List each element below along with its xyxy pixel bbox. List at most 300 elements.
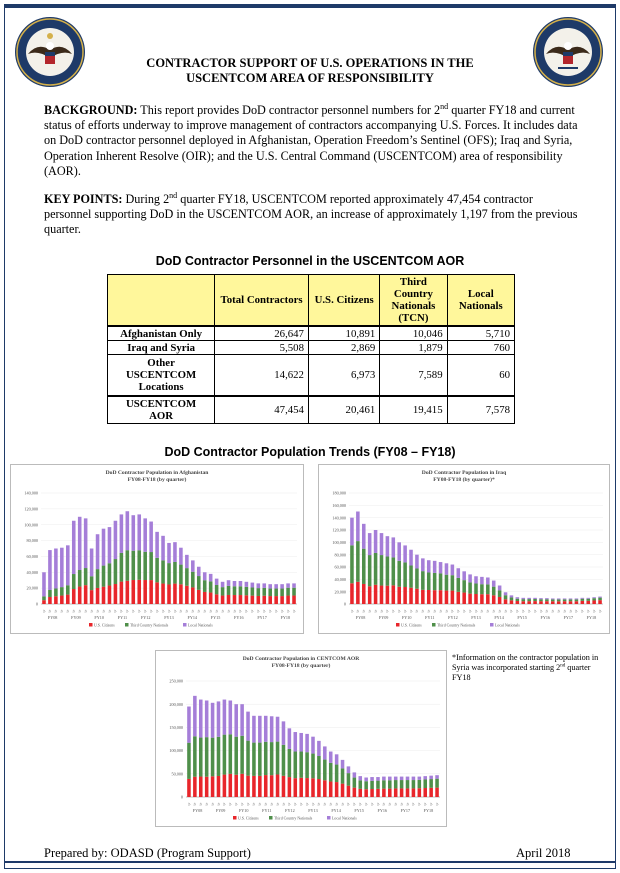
fy-label: FY18 <box>586 615 597 620</box>
fy-label: FY09 <box>215 808 226 813</box>
fy-label: FY16 <box>234 615 244 620</box>
bar-local-nationals <box>451 565 455 576</box>
bar-third-country-nationals <box>274 589 278 597</box>
bar-us-citizens <box>350 583 354 604</box>
legend-label: U.S. Citizens <box>401 623 422 628</box>
bar-third-country-nationals <box>137 550 141 580</box>
x-tick-label: Qtr <box>187 802 191 806</box>
bar-us-citizens <box>409 588 413 604</box>
bar-us-citizens <box>498 597 502 604</box>
cell-tcn: 19,415 <box>380 396 447 424</box>
y-tick-label: 250,000 <box>169 678 183 684</box>
bar-local-nationals <box>421 558 425 571</box>
bar-third-country-nationals <box>185 568 189 586</box>
legend-swatch <box>327 816 331 820</box>
bar-third-country-nationals <box>433 573 437 590</box>
y-tick-label: 100,000 <box>169 748 183 754</box>
x-tick-label: Qtr <box>155 609 159 613</box>
bar-local-nationals <box>245 582 249 587</box>
bar-third-country-nationals <box>234 737 238 775</box>
background-label: BACKGROUND: <box>44 103 138 117</box>
bar-local-nationals <box>435 775 439 778</box>
bar-local-nationals <box>268 584 272 588</box>
bar-us-citizens <box>223 775 227 797</box>
bar-third-country-nationals <box>586 599 590 601</box>
y-tick-label: 100,000 <box>24 522 38 528</box>
bar-us-citizens <box>412 788 416 797</box>
bar-third-country-nationals <box>394 780 398 788</box>
bar-third-country-nationals <box>114 559 118 584</box>
x-tick-label: Qtr <box>539 609 543 613</box>
bar-us-citizens <box>197 590 201 604</box>
background-text-a: This report provides DoD contractor personnel numbers for 2 <box>137 103 441 117</box>
x-tick-label: Qtr <box>149 609 153 613</box>
bar-us-citizens <box>274 596 278 604</box>
bar-third-country-nationals <box>126 550 130 581</box>
fy-label: FY15 <box>210 615 221 620</box>
bar-third-country-nationals <box>149 552 153 580</box>
bar-third-country-nationals <box>551 599 555 601</box>
bar-local-nationals <box>504 592 508 595</box>
bar-us-citizens <box>356 582 360 604</box>
x-tick-label: Qtr <box>215 609 219 613</box>
bar-local-nationals <box>292 583 296 587</box>
bar-us-citizens <box>382 789 386 797</box>
bar-local-nationals <box>179 548 183 565</box>
x-tick-label: Qtr <box>311 802 315 806</box>
x-tick-label: Qtr <box>246 802 250 806</box>
bar-third-country-nationals <box>409 565 413 587</box>
bar-local-nationals <box>203 572 207 580</box>
bar-us-citizens <box>392 585 396 604</box>
x-tick-label: Qtr <box>269 609 273 613</box>
bar-us-citizens <box>227 595 231 604</box>
bar-us-citizens <box>193 777 197 797</box>
bar-third-country-nationals <box>521 599 525 601</box>
bar-us-citizens <box>569 601 573 604</box>
x-tick-label: Qtr <box>359 802 363 806</box>
iraq-chart-svg <box>319 465 609 633</box>
bar-us-citizens <box>96 588 100 604</box>
trends-title: DoD Contractor Population Trends (FY08 – FY18) <box>164 445 456 459</box>
afghanistan-chart <box>10 464 304 634</box>
row-label: Afghanistan Only <box>108 326 215 341</box>
bar-local-nationals <box>358 776 362 780</box>
bar-us-citizens <box>433 590 437 604</box>
bar-us-citizens <box>251 596 255 604</box>
x-tick-label: Qtr <box>217 802 221 806</box>
bar-us-citizens <box>581 601 585 604</box>
y-tick-label: 120,000 <box>24 506 38 512</box>
y-tick-label: 200,000 <box>169 701 183 707</box>
x-tick-label: Qtr <box>251 609 255 613</box>
x-tick-label: Qtr <box>108 609 112 613</box>
bar-third-country-nationals <box>504 595 508 599</box>
bar-local-nationals <box>173 542 177 562</box>
bar-us-citizens <box>510 600 514 604</box>
bar-third-country-nationals <box>335 765 339 783</box>
bar-local-nationals <box>60 548 64 587</box>
bar-local-nationals <box>120 514 124 553</box>
bar-local-nationals <box>185 555 189 568</box>
bar-local-nationals <box>251 583 255 588</box>
bar-us-citizens <box>229 774 233 797</box>
x-tick-label: Qtr <box>294 802 298 806</box>
x-tick-label: Qtr <box>239 609 243 613</box>
x-tick-label: Qtr <box>205 802 209 806</box>
fy-label: FY13 <box>471 615 481 620</box>
bar-local-nationals <box>386 536 390 556</box>
bar-us-citizens <box>400 788 404 797</box>
bar-third-country-nationals <box>276 742 280 775</box>
x-tick-label: Qtr <box>451 609 455 613</box>
x-tick-label: Qtr <box>398 609 402 613</box>
bar-local-nationals <box>143 518 147 551</box>
x-tick-label: Qtr <box>587 609 591 613</box>
bar-us-citizens <box>114 584 118 604</box>
bar-third-country-nationals <box>262 588 266 596</box>
bar-us-citizens <box>280 596 284 604</box>
bar-us-citizens <box>131 580 135 604</box>
bar-local-nationals <box>427 560 431 572</box>
bar-us-citizens <box>252 776 256 797</box>
bar-local-nationals <box>335 754 339 764</box>
bar-third-country-nationals <box>418 780 422 788</box>
x-tick-label: Qtr <box>522 609 526 613</box>
bar-third-country-nationals <box>54 588 58 596</box>
bar-local-nationals <box>598 597 602 598</box>
bar-local-nationals <box>294 732 298 751</box>
x-tick-label: Qtr <box>126 609 130 613</box>
bar-local-nationals <box>569 598 573 599</box>
x-tick-label: Qtr <box>457 609 461 613</box>
bar-local-nationals <box>149 522 153 553</box>
bar-us-citizens <box>311 778 315 797</box>
bar-local-nationals <box>161 536 165 561</box>
bar-local-nationals <box>240 704 244 736</box>
chart-subtitle: FY08-FY18 (by quarter) <box>127 477 187 483</box>
bar-local-nationals <box>282 721 286 744</box>
x-tick-label: Qtr <box>245 609 249 613</box>
bar-us-citizens <box>368 586 372 604</box>
bar-local-nationals <box>221 582 225 587</box>
bar-us-citizens <box>533 601 537 604</box>
bar-us-citizens <box>292 596 296 604</box>
x-tick-label: Qtr <box>114 609 118 613</box>
y-tick-label: 80,000 <box>26 538 38 544</box>
bar-us-citizens <box>423 788 427 797</box>
fy-label: FY10 <box>401 615 412 620</box>
centcom-chart <box>155 650 447 827</box>
bar-local-nationals <box>409 550 413 566</box>
bar-local-nationals <box>84 518 88 568</box>
bar-us-citizens <box>191 587 195 604</box>
bar-third-country-nationals <box>246 741 250 776</box>
x-tick-label: Qtr <box>276 802 280 806</box>
cell-tcn: 1,879 <box>380 341 447 355</box>
bar-local-nationals <box>480 577 484 584</box>
bar-third-country-nationals <box>445 575 449 591</box>
fy-label: FY11 <box>425 615 435 620</box>
x-tick-label: Qtr <box>173 609 177 613</box>
bar-local-nationals <box>234 704 238 736</box>
bar-third-country-nationals <box>380 555 384 585</box>
x-tick-label: Qtr <box>120 609 124 613</box>
x-tick-label: Qtr <box>492 609 496 613</box>
x-tick-label: Qtr <box>374 609 378 613</box>
bar-third-country-nationals <box>42 596 46 600</box>
bar-third-country-nationals <box>257 588 261 596</box>
x-tick-label: Qtr <box>409 609 413 613</box>
bar-third-country-nationals <box>292 588 296 596</box>
bar-us-citizens <box>257 596 261 604</box>
bar-us-citizens <box>403 587 407 604</box>
key-points-label: KEY POINTS: <box>44 192 123 206</box>
cell-us: 2,869 <box>308 341 379 355</box>
bar-us-citizens <box>451 591 455 604</box>
bar-third-country-nationals <box>251 588 255 596</box>
title-line-2: USCENTCOM AREA OF RESPONSIBILITY <box>186 71 434 85</box>
centcom-chart-svg <box>156 651 446 826</box>
bar-third-country-nationals <box>280 589 284 597</box>
bar-third-country-nationals <box>510 597 514 600</box>
bar-local-nationals <box>364 778 368 782</box>
bar-us-citizens <box>545 601 549 604</box>
bar-us-citizens <box>516 601 520 604</box>
bar-local-nationals <box>54 549 58 589</box>
bar-local-nationals <box>362 524 366 549</box>
bar-us-citizens <box>406 788 410 797</box>
bar-us-citizens <box>240 774 244 797</box>
fy-label: FY18 <box>423 808 434 813</box>
bar-local-nationals <box>262 583 266 588</box>
x-tick-label: Qtr <box>193 802 197 806</box>
x-tick-label: Qtr <box>429 802 433 806</box>
bar-local-nationals <box>382 777 386 781</box>
x-tick-label: Qtr <box>557 609 561 613</box>
bar-third-country-nationals <box>252 743 256 776</box>
chart-title: DoD Contractor Population in Iraq <box>421 470 507 476</box>
bar-us-citizens <box>233 595 237 604</box>
bar-local-nationals <box>370 777 374 781</box>
bar-third-country-nationals <box>294 752 298 779</box>
x-tick-label: Qtr <box>211 802 215 806</box>
bar-local-nationals <box>415 555 419 569</box>
y-tick-label: 0 <box>180 794 183 800</box>
bar-third-country-nationals <box>406 780 410 788</box>
y-tick-label: 0 <box>343 601 346 607</box>
bar-us-citizens <box>179 584 183 604</box>
bar-local-nationals <box>193 696 197 736</box>
legend-label: U.S. Citizens <box>94 623 115 628</box>
bar-local-nationals <box>521 598 525 599</box>
bar-us-citizens <box>527 601 531 604</box>
bar-us-citizens <box>429 788 433 797</box>
bar-us-citizens <box>370 789 374 797</box>
bar-local-nationals <box>429 776 433 779</box>
x-tick-label: Qtr <box>223 802 227 806</box>
bar-third-country-nationals <box>48 590 52 597</box>
bar-third-country-nationals <box>480 584 484 594</box>
bar-third-country-nationals <box>457 578 461 592</box>
bar-us-citizens <box>364 789 368 797</box>
bar-us-citizens <box>108 586 112 604</box>
key-points-sup: nd <box>169 190 178 200</box>
bar-us-citizens <box>521 601 525 604</box>
x-tick-label: Qtr <box>132 609 136 613</box>
bar-third-country-nationals <box>155 558 159 583</box>
bar-local-nationals <box>412 777 416 780</box>
bar-third-country-nationals <box>240 736 244 774</box>
bar-third-country-nationals <box>227 586 231 595</box>
bar-third-country-nationals <box>415 568 419 588</box>
x-tick-label: Qtr <box>382 802 386 806</box>
bar-third-country-nationals <box>211 738 215 777</box>
bar-local-nationals <box>90 549 94 577</box>
bar-third-country-nationals <box>486 584 490 594</box>
bar-third-country-nationals <box>403 562 407 587</box>
bar-us-citizens <box>353 788 357 797</box>
bar-third-country-nationals <box>421 571 425 590</box>
fy-label: FY10 <box>94 615 104 620</box>
bar-local-nationals <box>516 597 520 598</box>
prepared-by: Prepared by: ODASD (Program Support) <box>44 846 251 860</box>
bar-third-country-nationals <box>131 551 135 580</box>
bar-us-citizens <box>155 582 159 604</box>
bar-third-country-nationals <box>215 585 219 594</box>
x-tick-label: Qtr <box>569 609 573 613</box>
bar-us-citizens <box>54 596 58 604</box>
bar-us-citizens <box>149 580 153 604</box>
x-tick-label: Qtr <box>368 609 372 613</box>
bar-us-citizens <box>286 596 290 604</box>
x-tick-label: Qtr <box>54 609 58 613</box>
contractor-personnel-table <box>107 274 515 424</box>
bar-us-citizens <box>84 585 88 604</box>
chart-subtitle: FY08-FY18 (by quarter) <box>271 663 331 669</box>
fy-label: FY10 <box>238 808 249 813</box>
legend-label: Local Nationals <box>188 623 213 628</box>
bar-us-citizens <box>435 788 439 797</box>
bar-us-citizens <box>575 601 579 604</box>
bar-us-citizens <box>221 596 225 604</box>
x-tick-label: Qtr <box>240 802 244 806</box>
cell-local: 760 <box>447 341 514 355</box>
bar-local-nationals <box>563 598 567 599</box>
y-tick-label: 20,000 <box>334 589 346 595</box>
bar-third-country-nationals <box>96 569 100 588</box>
bar-third-country-nationals <box>429 779 433 788</box>
bar-us-citizens <box>457 592 461 604</box>
bar-us-citizens <box>268 596 272 604</box>
fy-label: FY08 <box>192 808 203 813</box>
fy-label: FY12 <box>285 808 295 813</box>
x-tick-label: Qtr <box>412 802 416 806</box>
bar-local-nationals <box>350 518 354 546</box>
bar-us-citizens <box>347 786 351 797</box>
bar-us-citizens <box>586 601 590 604</box>
bar-third-country-nationals <box>286 588 290 596</box>
bar-us-citizens <box>126 581 130 604</box>
bar-third-country-nationals <box>199 738 203 777</box>
bar-local-nationals <box>492 581 496 587</box>
bar-third-country-nationals <box>143 552 147 580</box>
bar-us-citizens <box>239 595 243 604</box>
bar-us-citizens <box>234 775 238 797</box>
bar-us-citizens <box>205 777 209 797</box>
bar-local-nationals <box>356 512 360 542</box>
legend-swatch <box>490 623 494 627</box>
x-tick-label: Qtr <box>299 802 303 806</box>
fy-label: FY13 <box>308 808 318 813</box>
bar-third-country-nationals <box>60 587 64 595</box>
y-tick-label: 40,000 <box>26 569 38 575</box>
bar-local-nationals <box>209 574 213 582</box>
bar-local-nationals <box>403 545 407 562</box>
bar-us-citizens <box>592 600 596 604</box>
x-tick-label: Qtr <box>258 802 262 806</box>
bar-local-nationals <box>433 561 437 573</box>
x-tick-label: Qtr <box>362 609 366 613</box>
y-tick-label: 60,000 <box>26 554 38 560</box>
bar-third-country-nationals <box>474 583 478 594</box>
legend-swatch <box>432 623 436 627</box>
x-tick-label: Qtr <box>356 609 360 613</box>
x-tick-label: Qtr <box>229 802 233 806</box>
bar-us-citizens <box>551 601 555 604</box>
cell-total: 26,647 <box>215 326 309 341</box>
bar-us-citizens <box>48 597 52 604</box>
bar-third-country-nationals <box>451 575 455 590</box>
bar-local-nationals <box>227 580 231 586</box>
y-tick-label: 120,000 <box>332 527 346 533</box>
table-header-row <box>108 275 515 327</box>
legend-label: Local Nationals <box>495 623 520 628</box>
bar-third-country-nationals <box>120 553 124 582</box>
bar-third-country-nationals <box>84 568 88 585</box>
x-tick-label: Qtr <box>486 609 490 613</box>
bar-us-citizens <box>486 594 490 604</box>
bar-local-nationals <box>380 533 384 555</box>
cell-tcn: 7,589 <box>380 355 447 397</box>
background-sup: nd <box>440 101 449 111</box>
bar-local-nationals <box>42 572 46 596</box>
bar-third-country-nationals <box>439 573 443 590</box>
bar-us-citizens <box>245 595 249 604</box>
bar-third-country-nationals <box>347 773 351 786</box>
legend-swatch <box>269 816 273 820</box>
bar-us-citizens <box>90 590 94 604</box>
bar-local-nationals <box>474 576 478 583</box>
fy-label: FY09 <box>71 615 81 620</box>
table-row <box>108 396 515 424</box>
key-points-text-b: quarter FY18, USCENTCOM reported approximately 47,454 contractor personnel supporting DoD in the USCENTCOM AOR, an increase of approximately 1,197 from the previous quarter. <box>44 192 578 237</box>
bar-us-citizens <box>598 600 602 604</box>
x-tick-label: Qtr <box>581 609 585 613</box>
bar-third-country-nationals <box>376 781 380 789</box>
bar-us-citizens <box>305 778 309 797</box>
footnote <box>452 653 602 683</box>
x-tick-label: Qtr <box>498 609 502 613</box>
row-label: Other USCENTCOM Locations <box>108 355 215 397</box>
x-tick-label: Qtr <box>264 802 268 806</box>
bar-third-country-nationals <box>161 560 165 583</box>
bar-us-citizens <box>462 593 466 604</box>
bar-third-country-nationals <box>527 599 531 601</box>
bar-third-country-nationals <box>423 779 427 788</box>
bar-third-country-nationals <box>209 581 213 592</box>
bar-local-nationals <box>329 752 333 763</box>
